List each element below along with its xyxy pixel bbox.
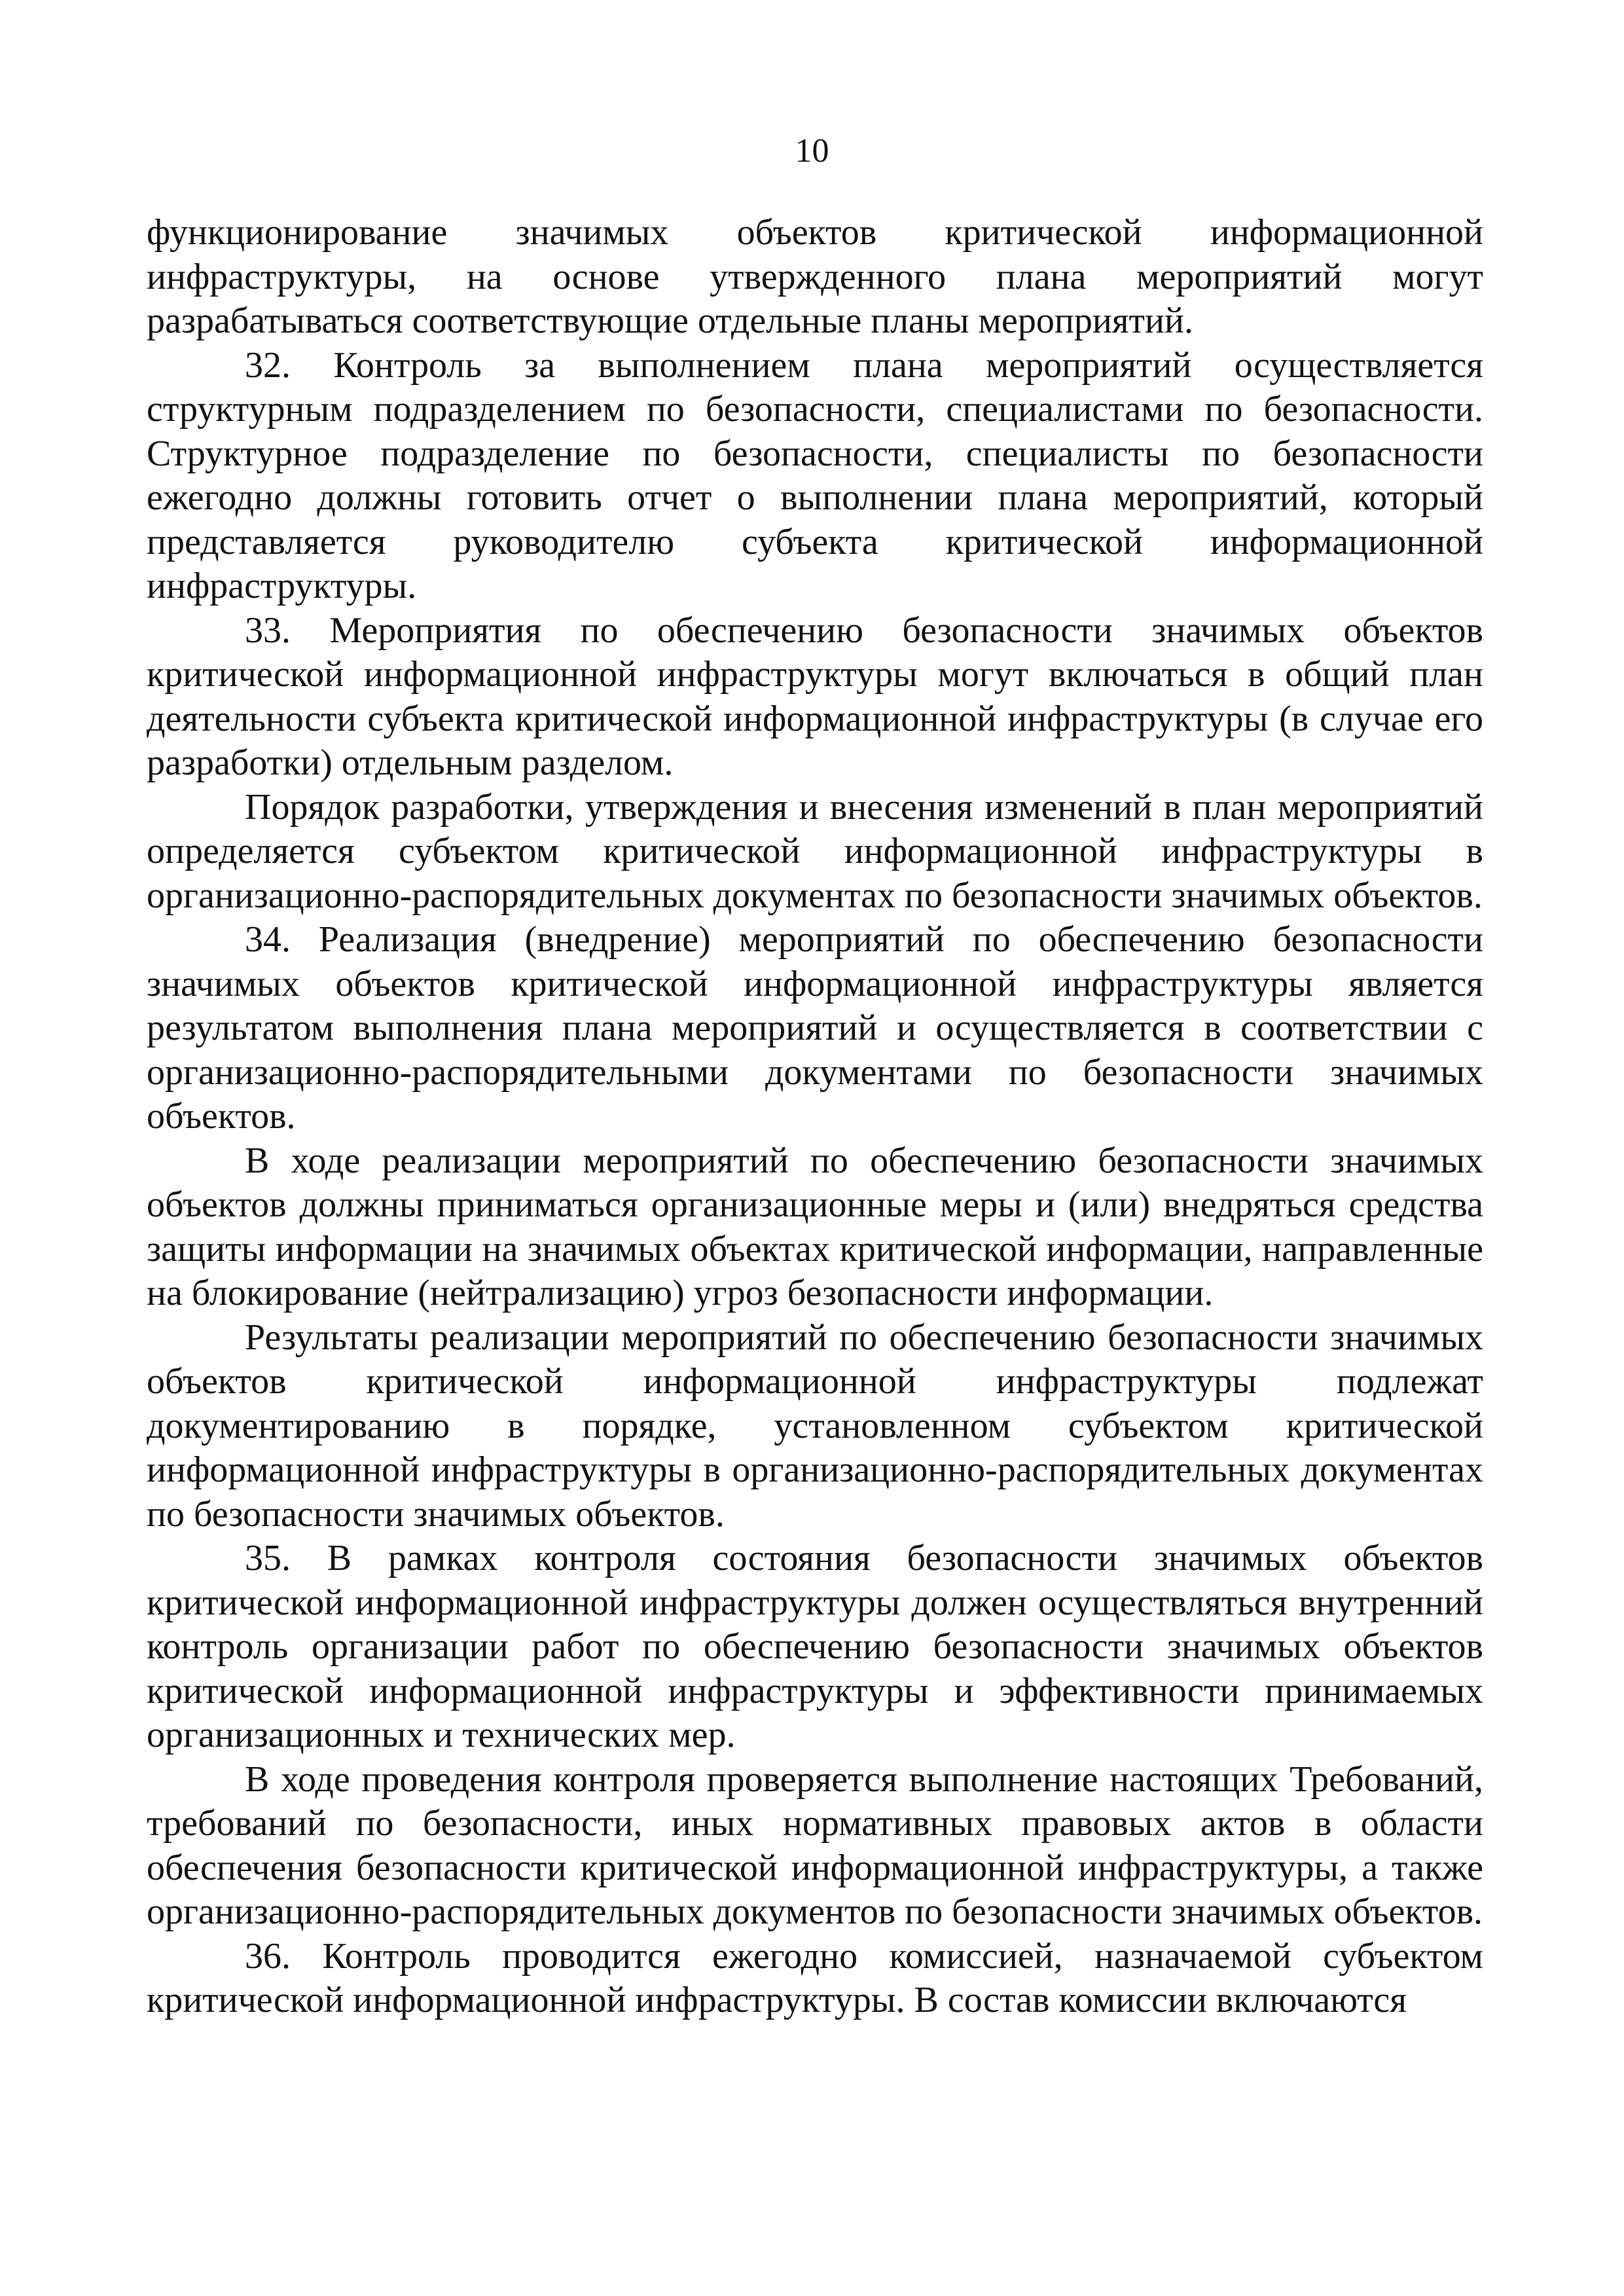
paragraph-34-results: Результаты реализации мероприятий по обеспечению безопасности значимых объектов критической информационной инфраструктуры подлежат документированию в порядке, установленном субъектом критической информационной инфраструктуры в организационно-распорядительных документах по безопасности значимых объектов. <box>147 1317 1483 1535</box>
document-body <box>147 211 1483 2023</box>
paragraph-33: 33. Мероприятия по обеспечению безопасности значимых объектов критической информационной инфраструктуры могут включаться в общий план деятельности субъекта критической информационной инфраструктуры (в случае его разработки) отдельным разделом. <box>147 610 1483 783</box>
paragraph-35-control: В ходе проведения контроля проверяется выполнение настоящих Требований, требований по безопасности, иных нормативных правовых актов в области обеспечения безопасности критической информационной инфраструктуры, а также организационно-распорядительных документов по безопасности значимых объектов. <box>147 1758 1483 1932</box>
paragraph-34-measures: В ходе реализации мероприятий по обеспечению безопасности значимых объектов должны приниматься организационные меры и (или) внедряться средства защиты информации на значимых объектах критической информации, направленные на блокирование (нейтрализацию) угроз безопасности информации. <box>147 1140 1483 1313</box>
paragraph-continuation: функционирование значимых объектов критической информационной инфраструктуры, на основе утвержденного плана мероприятий могут разрабатываться соответствующие отдельные планы мероприятий. <box>147 212 1483 341</box>
paragraph-33-procedure: Порядок разработки, утверждения и внесения изменений в план мероприятий определяется субъектом критической информационной инфраструктуры в организационно-распорядительных документах по безопасности значимых объектов. <box>147 786 1483 916</box>
paragraph-36: 36. Контроль проводится ежегодно комиссией, назначаемой субъектом критической информационной инфраструктуры. В состав комиссии включаются <box>147 1935 1483 2020</box>
paragraph-35: 35. В рамках контроля состояния безопасности значимых объектов критической информационной инфраструктуры должен осуществляться внутренний контроль организации работ по обеспечению безопасности значимых объектов критической информационной инфраструктуры и эффективности принимаемых организационных и технических мер. <box>147 1538 1483 1755</box>
page-number: 10 <box>795 132 829 170</box>
paragraph-34: 34. Реализация (внедрение) мероприятий по обеспечению безопасности значимых объектов критической информационной инфраструктуры является результатом выполнения плана мероприятий и осуществляется в соответствии с организационно-распорядительными документами по безопасности значимых объектов. <box>147 919 1483 1137</box>
paragraph-32: 32. Контроль за выполнением плана мероприятий осуществляется структурным подразделением по безопасности, специалистами по безопасности. Структурное подразделение по безопасности, специалисты по безопасности ежегодно должны готовить отчет о выполнении плана мероприятий, который представляется руководителю субъекта критической информационной инфраструктуры. <box>147 344 1483 606</box>
